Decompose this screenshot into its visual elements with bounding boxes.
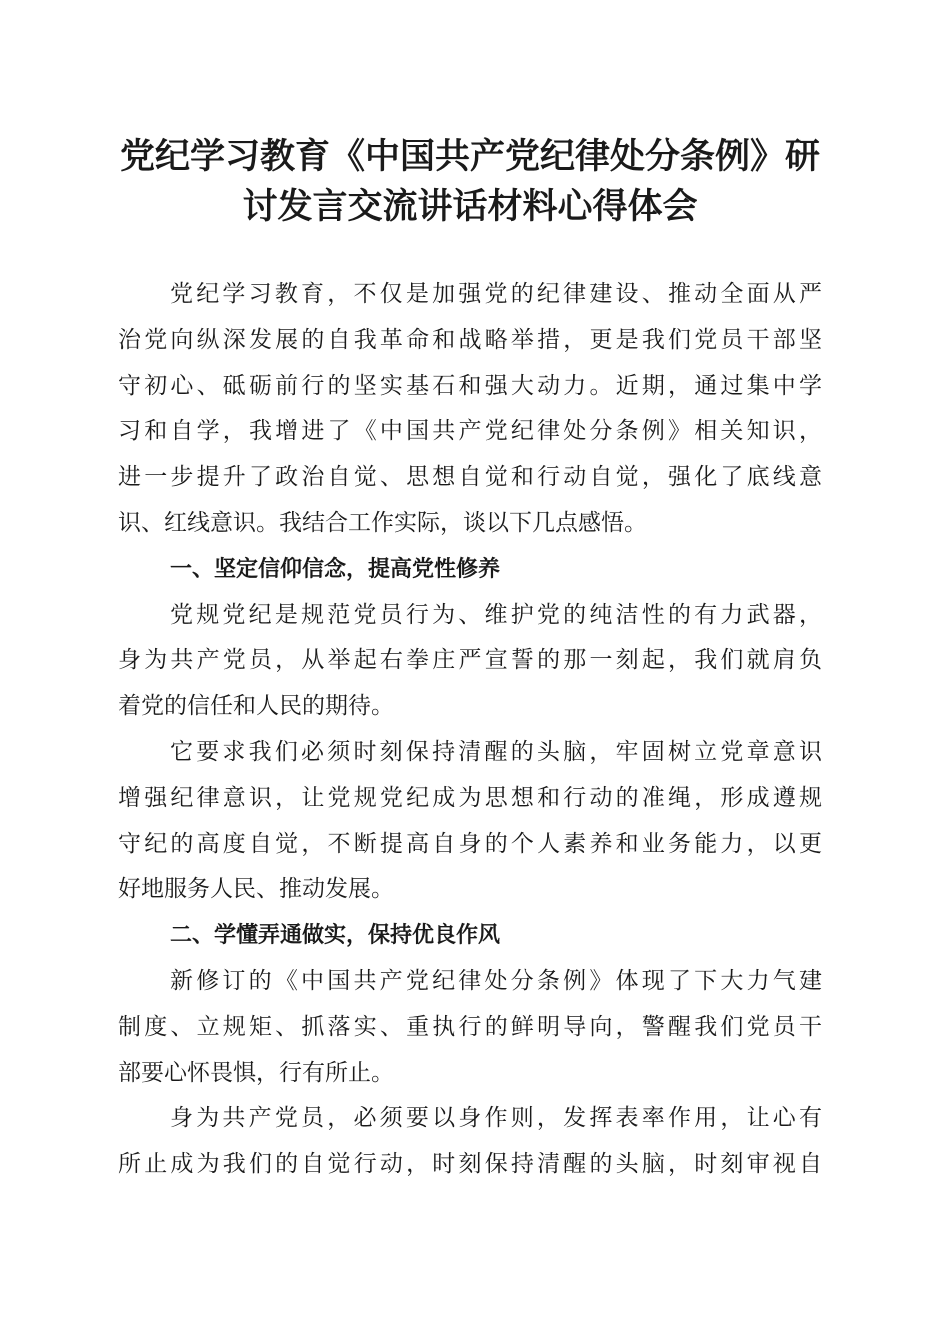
- paragraph-line: 治党向纵深发展的自我革命和战略举措，更是我们党员干部坚: [118, 326, 822, 353]
- paragraph-line: 党纪学习教育，不仅是加强党的纪律建设、推动全面从严: [170, 281, 822, 307]
- title-line-2: 讨发言交流讲话材料心得体会: [242, 186, 698, 227]
- document-page: [118, 132, 822, 1178]
- paragraph-line: 它要求我们必须时刻保持清醒的头脑，牢固树立党章意识: [170, 738, 822, 765]
- document-body: [118, 272, 822, 1188]
- paragraph-line: 着党的信任和人民的期待。: [118, 693, 394, 720]
- paragraph-line: 好地服务人民、推动发展。: [118, 876, 394, 903]
- paragraph-line: 新修订的《中国共产党纪律处分条例》体现了下大力气建: [170, 967, 822, 994]
- paragraph-line: 识、红线意识。我结合工作实际，谈以下几点感悟。: [118, 509, 647, 536]
- title-line-1: 党纪学习教育《中国共产党纪律处分条例》研: [119, 136, 820, 177]
- paragraph-line: 守初心、砥砺前行的坚实基石和强大动力。近期，通过集中学: [118, 372, 822, 399]
- paragraph-line: 增强纪律意识，让党规党纪成为思想和行动的准绳，形成遵规: [118, 784, 822, 811]
- paragraph-line: 守纪的高度自觉，不断提高自身的个人素养和业务能力，以更: [118, 830, 822, 857]
- document-title: [118, 132, 822, 232]
- paragraph-line: 制度、立规矩、抓落实、重执行的鲜明导向，警醒我们党员干: [118, 1013, 822, 1040]
- paragraph-line: 部要心怀畏惧，行有所止。: [118, 1059, 394, 1086]
- paragraph-line: 进一步提升了政治自觉、思想自觉和行动自觉，强化了底线意: [118, 464, 822, 491]
- paragraph-line: 身为共产党员，必须要以身作则，发挥表率作用，让心有: [170, 1105, 822, 1132]
- paragraph-line: 身为共产党员，从举起右拳庄严宣誓的那一刻起，我们就肩负: [118, 647, 822, 674]
- paragraph-line: 所止成为我们的自觉行动，时刻保持清醒的头脑，时刻审视自: [118, 1151, 822, 1178]
- section-heading: 一、坚定信仰信念，提高党性修养: [170, 556, 501, 582]
- paragraph-line: 习和自学，我增进了《中国共产党纪律处分条例》相关知识，: [118, 418, 822, 445]
- section-heading: 二、学懂弄通做实，保持优良作风: [170, 923, 501, 949]
- paragraph-line: 党规党纪是规范党员行为、维护党的纯洁性的有力武器，: [170, 601, 822, 628]
